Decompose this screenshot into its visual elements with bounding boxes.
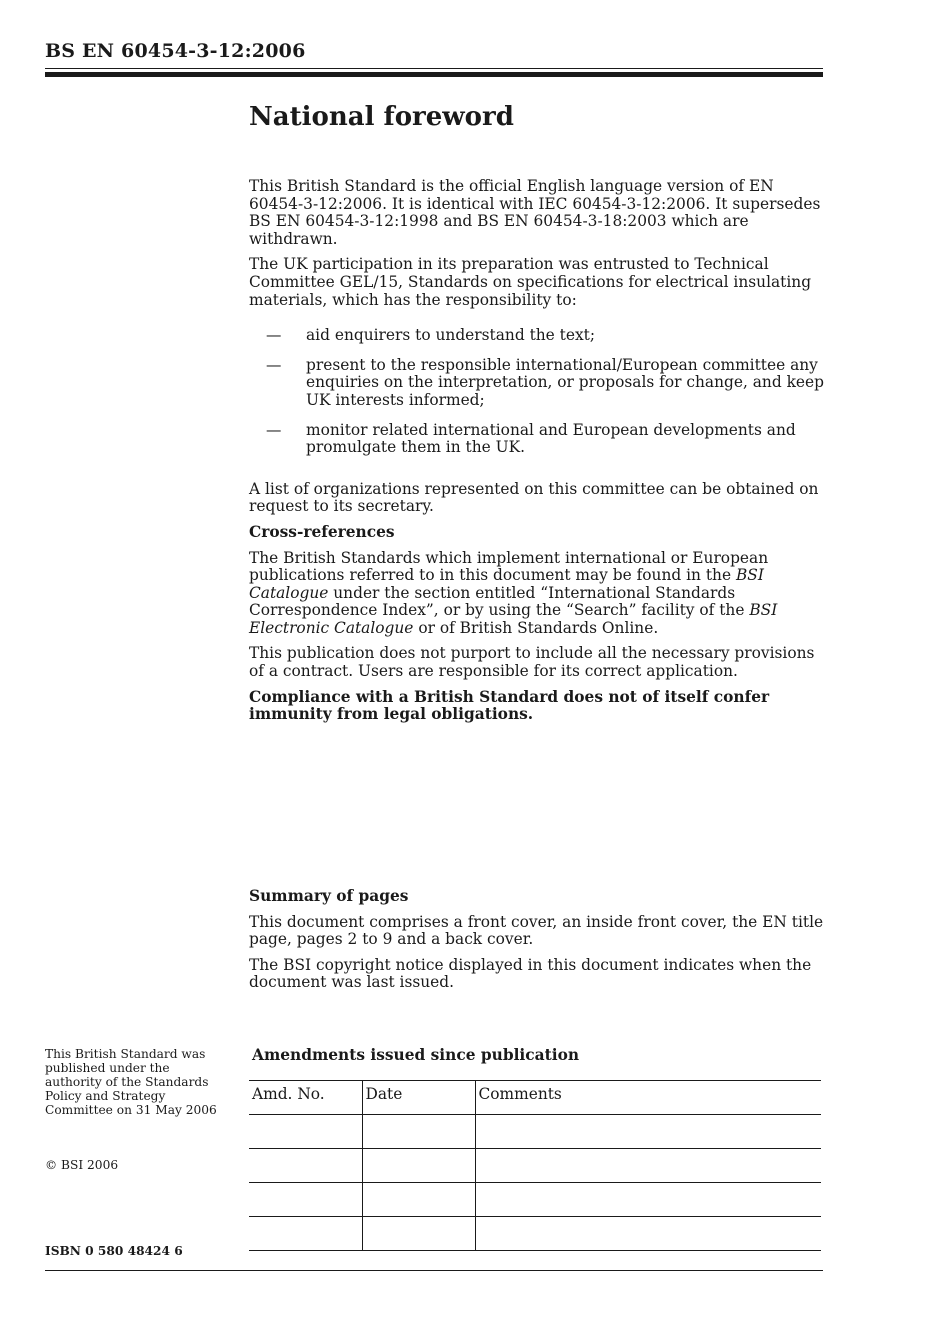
list-dash: — [266,420,282,439]
column-header-date: Date [362,1081,475,1115]
cross-ref-text: The British Standards which implement international or European publications referred to in this document may be found in the [249,548,769,585]
table-cell [362,1149,475,1183]
copyright-notice-text: The BSI copyright notice displayed in this document indicates when the document was last issued. [249,955,812,992]
document-id: BS EN 60454-3-12:2006 [45,40,306,62]
summary-heading: Summary of pages [249,887,409,905]
compliance-statement: Compliance with a British Standard does not of itself confer immunity from legal obligations. [249,687,770,724]
list-item [249,327,824,345]
list-dash: — [266,326,282,345]
list-item-text: present to the responsible international/European committee any enquiries on the interpretation, or proposals for change, and keep UK interests informed; [306,355,824,409]
cross-references-paragraph [249,550,824,638]
bsi-electronic-catalogue-title: BSI Electronic Catalogue [249,601,778,637]
page-title: National foreword [249,102,514,132]
cross-ref-text: under the section entitled “International Standards Correspondence Index”, or by using the “Search” facility of the [249,583,750,620]
copyright: © BSI 2006 [45,1158,119,1172]
isbn: ISBN 0 580 48424 6 [45,1244,183,1258]
column-header-amd-no: Amd. No. [249,1081,362,1115]
responsibility-list [249,327,824,457]
table-row [249,1115,821,1149]
header-rule-thick [45,72,823,77]
header-rule-thin [45,68,823,69]
bsi-catalogue-title: BSI Catalogue [249,566,764,602]
cross-ref-text: or of British Standards Online. [413,618,659,637]
table-cell [249,1183,362,1217]
list-item [249,357,824,410]
list-item-text: monitor related international and European developments and promulgate them in the UK. [306,420,796,457]
footer-rule [45,1270,823,1271]
intro-paragraph: This British Standard is the official English language version of EN 60454-3-12:2006. It is identical with IEC 60454-3-12:2006. It supersedes BS EN 60454-3-12:1998 and BS EN 60454-3-18:2003 which are withdrawn. [249,177,821,248]
column-header-comments: Comments [475,1081,821,1115]
table-cell [362,1115,475,1149]
table-row [249,1149,821,1183]
table-cell [249,1217,362,1251]
table-cell [249,1149,362,1183]
table-cell [475,1115,821,1149]
table-cell [362,1217,475,1251]
table-cell [475,1183,821,1217]
table-header-row [249,1081,821,1115]
organizations-paragraph: A list of organizations represented on this committee can be obtained on request to its secretary. [249,479,819,516]
contract-note: This publication does not purport to include all the necessary provisions of a contract. Users are responsible for its correct application. [249,644,815,681]
list-item [249,422,824,457]
committee-paragraph: The UK participation in its preparation was entrusted to Technical Committee GEL/15, Standards on specifications for electrical insulating materials, which has the responsibility to: [249,255,812,309]
table-cell [475,1149,821,1183]
cross-references-heading: Cross-references [249,522,395,541]
list-item-text: aid enquirers to understand the text; [306,326,596,345]
main-content [249,100,824,724]
list-dash: — [266,355,282,374]
amendments-table [249,1080,821,1251]
table-row [249,1217,821,1251]
table-cell [362,1183,475,1217]
table-cell [249,1115,362,1149]
publication-note: This British Standard was published under the authority of the Standards Policy and Strategy Committee on 31 May 2006 [45,1047,217,1117]
amendments-title: Amendments issued since publication [252,1046,580,1064]
table-row [249,1183,821,1217]
summary-section [249,888,824,1000]
table-cell [475,1217,821,1251]
summary-text: This document comprises a front cover, an inside front cover, the EN title page, pages 2 to 9 and a back cover. [249,912,824,949]
